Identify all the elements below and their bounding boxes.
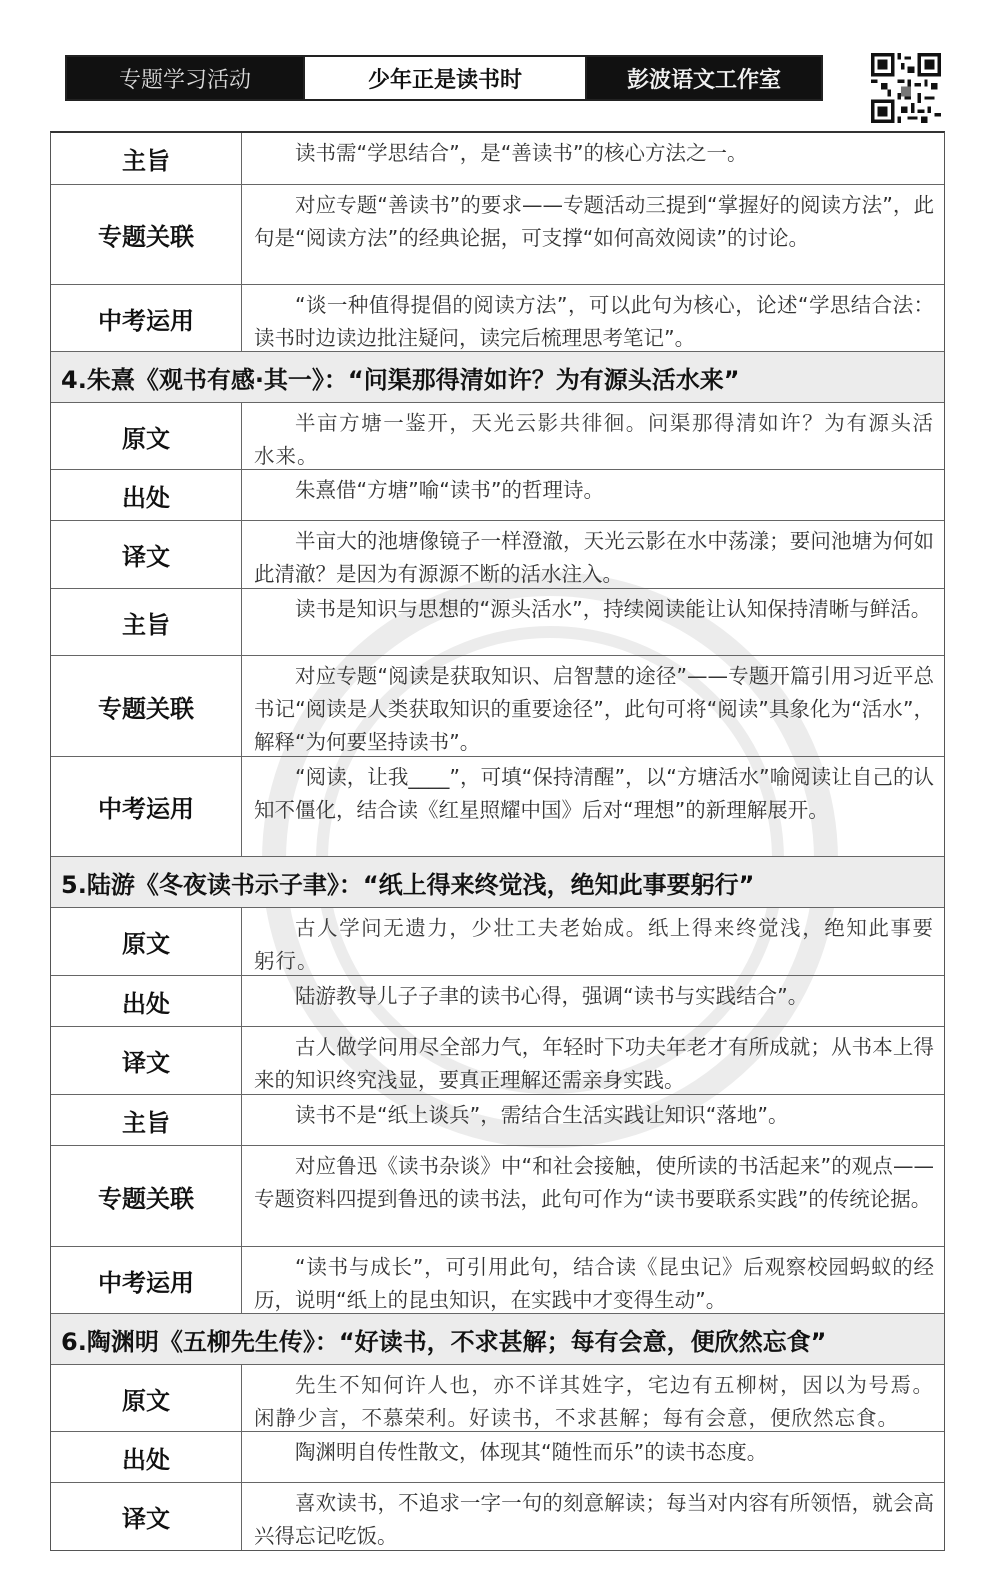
table-row [51, 1146, 944, 1247]
row-content: 读书不是“纸上谈兵”，需结合生活实践让知识“落地”。 [295, 1103, 789, 1127]
header-title: 少年正是读书时 [303, 57, 587, 99]
row-content: 陆游教导儿子子聿的读书心得，强调“读书与实践结合”。 [295, 984, 809, 1008]
row-content: 对应鲁迅《读书杂谈》中“和社会接触，使所读的书活起来”的观点——专题资料四提到鲁迅的读书法，此句可作为“读书要联系实践”的传统论据。 [254, 1154, 934, 1211]
row-label: 出处 [51, 976, 242, 1026]
table-row [51, 1095, 944, 1146]
section-heading: 4.朱熹《观书有感·其一》：“问渠那得清如许？为有源头活水来” [51, 352, 944, 403]
table-row [51, 976, 944, 1027]
row-content: 古人学问无遗力，少壮工夫老始成。纸上得来终觉浅，绝知此事要躬行。 [254, 916, 934, 973]
table-row [51, 521, 944, 589]
row-content: 读书需“学思结合”，是“善读书”的核心方法之一。 [295, 141, 748, 165]
row-label: 原文 [51, 1365, 242, 1431]
row-label: 主旨 [51, 1095, 242, 1145]
row-content: 陶渊明自传性散文，体现其“随性而乐”的读书态度。 [295, 1440, 768, 1464]
table-row [51, 1365, 944, 1432]
row-content: 对应专题“阅读是获取知识、启智慧的途径”——专题开篇引用习近平总书记“阅读是人类获取知识的重要途径”，此句可将“阅读”具象化为“活水”，解释“为何要坚持读书”。 [254, 664, 934, 754]
row-label: 译文 [51, 521, 242, 588]
row-label: 出处 [51, 470, 242, 520]
table-row [51, 908, 944, 976]
row-content: “阅读，让我____”，可填“保持清醒”，以“方塘活水”喻阅读让自己的认知不僵化，结合读《红星照耀中国》后对“理想”的新理解展开。 [254, 765, 934, 822]
row-label: 中考运用 [51, 1247, 242, 1313]
table-row [51, 1432, 944, 1483]
row-label: 专题关联 [51, 1146, 242, 1246]
table-row [51, 185, 944, 285]
row-label: 中考运用 [51, 757, 242, 856]
row-label: 原文 [51, 403, 242, 469]
row-content: 读书是知识与思想的“源头活水”，持续阅读能让认知保持清晰与鲜活。 [295, 597, 932, 621]
header-right: 彭波语文工作室 [587, 57, 821, 99]
row-content: 半亩大的池塘像镜子一样澄澈，天光云影在水中荡漾；要问池塘为何如此清澈？是因为有源源不断的活水注入。 [254, 529, 934, 586]
row-content: “谈一种值得提倡的阅读方法”，可以此句为核心，论述“学思结合法：读书时边读边批注疑问，读完后梳理思考笔记”。 [254, 293, 934, 350]
section-heading: 5.陆游《冬夜读书示子聿》：“纸上得来终觉浅，绝知此事要躬行” [51, 857, 944, 908]
row-content: 古人做学问用尽全部力气，年轻时下功夫年老才有所成就；从书本上得来的知识终究浅显，要真正理解还需亲身实践。 [254, 1035, 934, 1092]
row-label: 主旨 [51, 589, 242, 655]
row-label: 译文 [51, 1027, 242, 1094]
table-row [51, 470, 944, 521]
table-row [51, 1483, 944, 1550]
row-label: 原文 [51, 908, 242, 975]
content-table [50, 131, 945, 1551]
table-row [51, 403, 944, 470]
row-label: 专题关联 [51, 185, 242, 284]
header-banner [65, 55, 823, 101]
header-left: 专题学习活动 [67, 57, 303, 99]
row-label: 专题关联 [51, 656, 242, 756]
row-content: 先生不知何许人也，亦不详其姓字，宅边有五柳树，因以为号焉。闲静少言，不慕荣利。好读书，不求甚解；每有会意，便欣然忘食。 [254, 1373, 934, 1430]
table-row [51, 1027, 944, 1095]
row-content: 喜欢读书，不追求一字一句的刻意解读；每当对内容有所领悟，就会高兴得忘记吃饭。 [254, 1491, 934, 1548]
row-content: “读书与成长”，可引用此句，结合读《昆虫记》后观察校园蚂蚁的经历，说明“纸上的昆虫知识，在实践中才变得生动”。 [254, 1255, 934, 1312]
table-row [51, 589, 944, 656]
row-label: 中考运用 [51, 285, 242, 351]
row-content: 对应专题“善读书”的要求——专题活动三提到“掌握好的阅读方法”，此句是“阅读方法”的经典论据，可支撑“如何高效阅读”的讨论。 [254, 193, 934, 250]
table-row [51, 757, 944, 857]
qr-code-icon [871, 53, 941, 123]
table-row [51, 285, 944, 352]
row-label: 主旨 [51, 133, 242, 184]
row-content: 朱熹借“方塘”喻“读书”的哲理诗。 [295, 478, 604, 502]
row-label: 译文 [51, 1483, 242, 1550]
row-content: 半亩方塘一鉴开，天光云影共徘徊。问渠那得清如许？为有源头活水来。 [254, 411, 934, 468]
section-heading: 6.陶渊明《五柳先生传》：“好读书，不求甚解；每有会意，便欣然忘食” [51, 1314, 944, 1365]
table-row [51, 133, 944, 185]
row-label: 出处 [51, 1432, 242, 1482]
table-row [51, 1247, 944, 1314]
table-row [51, 656, 944, 757]
